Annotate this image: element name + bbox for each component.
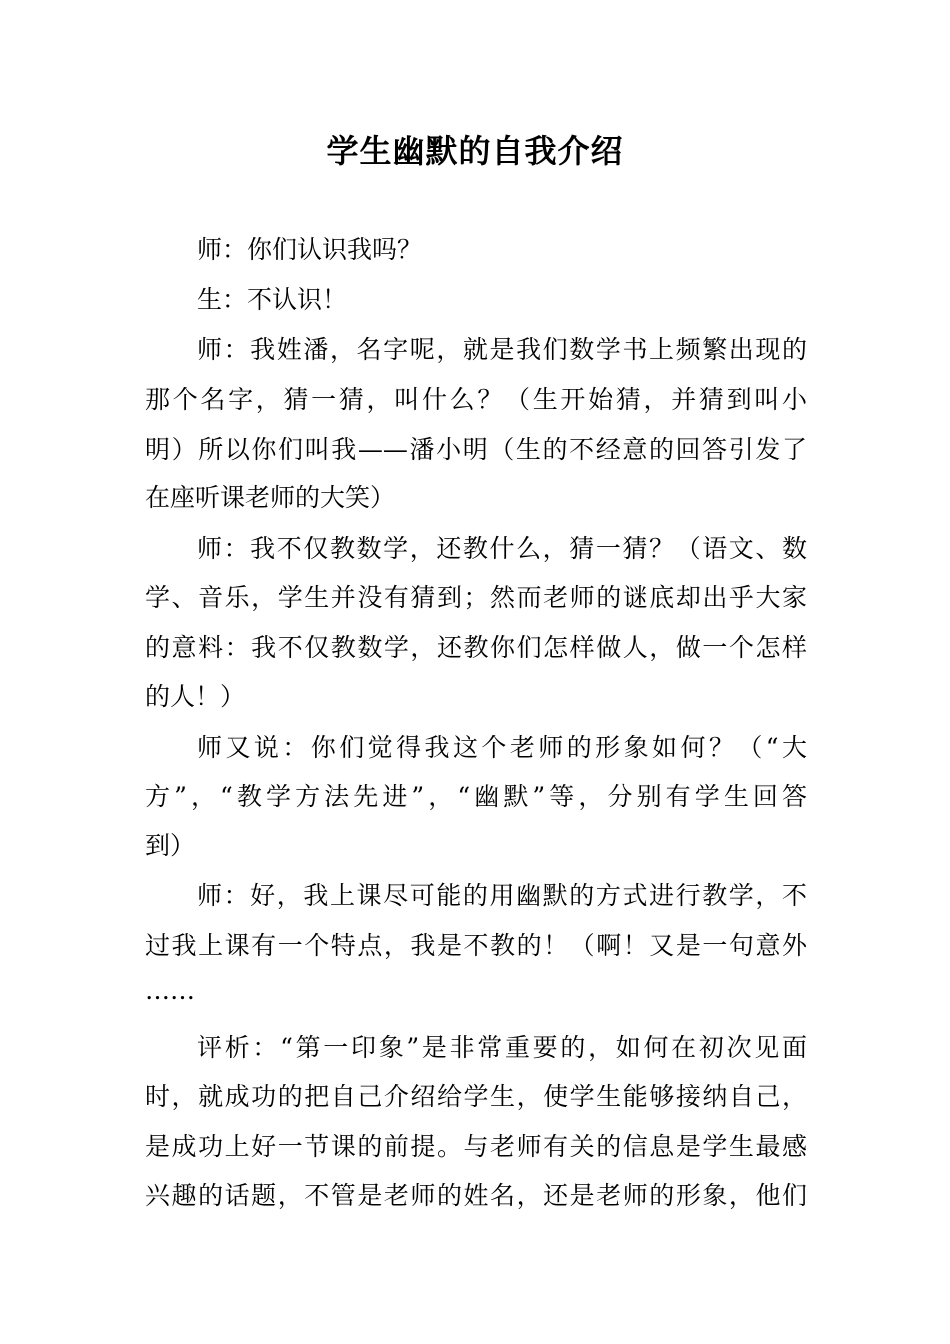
paragraph-line: 的人！） bbox=[145, 682, 246, 711]
analysis-line: 时，就成功的把自己介绍给学生，使学生能够接纳自己， bbox=[145, 1082, 807, 1111]
paragraph-line: 明）所以你们叫我——潘小明（生的不经意的回答引发了 bbox=[145, 435, 807, 464]
paragraph-line: 师：我不仅教数学，还教什么，猜一猜？（语文、数 bbox=[197, 534, 807, 563]
paragraph-line: 在座听课老师的大笑） bbox=[145, 483, 396, 512]
dialogue-line-student-a1: 生：不认识！ bbox=[197, 285, 348, 314]
paragraph-line: 师：好，我上课尽可能的用幽默的方式进行教学，不 bbox=[197, 881, 807, 910]
paragraph-line: 师又说：你们觉得我这个老师的形象如何？（“大 bbox=[197, 733, 807, 762]
paragraph-line: 学、音乐，学生并没有猜到；然而老师的谜底却出乎大家 bbox=[145, 583, 807, 612]
analysis-line: 是成功上好一节课的前提。与老师有关的信息是学生最感 bbox=[145, 1132, 807, 1161]
paragraph-line: 过我上课有一个特点，我是不教的！（啊！又是一句意外 bbox=[145, 931, 807, 960]
document-title: 学生幽默的自我介绍 bbox=[326, 132, 624, 170]
analysis-line: 评析：“第一印象”是非常重要的，如何在初次见面 bbox=[197, 1033, 807, 1062]
analysis-line: 兴趣的话题，不管是老师的姓名，还是老师的形象，他们 bbox=[145, 1181, 807, 1210]
dialogue-line-teacher-q1: 师：你们认识我吗？ bbox=[197, 235, 423, 264]
paragraph-line: 到） bbox=[145, 831, 196, 860]
paragraph-line: …… bbox=[145, 976, 195, 1005]
paragraph-line: 方”，“教学方法先进”，“幽默”等，分别有学生回答 bbox=[145, 782, 807, 811]
paragraph-line: 的意料：我不仅教数学，还教你们怎样做人，做一个怎样 bbox=[145, 633, 807, 662]
paragraph-line: 那个名字，猜一猜，叫什么？（生开始猜，并猜到叫小 bbox=[145, 385, 807, 414]
paragraph-line: 师：我姓潘，名字呢，就是我们数学书上频繁出现的 bbox=[197, 335, 807, 364]
